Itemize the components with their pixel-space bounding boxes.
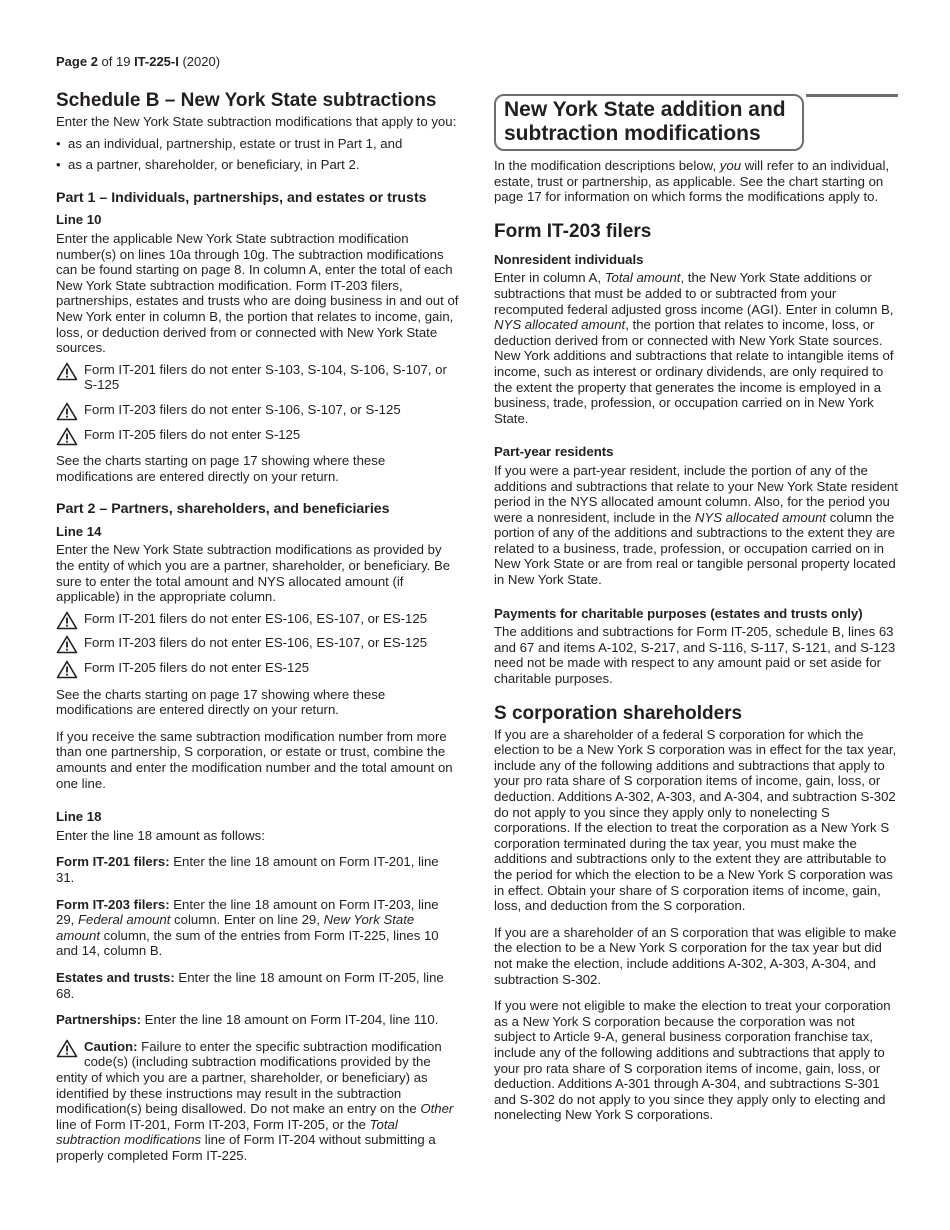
warning-icon [56, 362, 78, 385]
text-run: Enter the line 18 amount on Form IT-203, line 29, [56, 896, 439, 928]
nonresident-text [494, 270, 898, 426]
warning-text: Form IT-201 filers do not enter S-103, S-104, S-106, S-107, or S-125 [84, 361, 447, 393]
italic-run: New York State amount [56, 912, 415, 943]
charitable-title: Payments for charitable purposes (estates and trusts only) [494, 605, 863, 621]
text-run: line of Form IT-201, Form IT-203, Form IT-205, or the [56, 1116, 370, 1132]
warning-note [56, 362, 460, 393]
line14-text: Enter the New York State subtraction modifications as provided by the entity of which you are a partner, shareholder, or beneficiary. Be sure to enter the total amount and NYS allocated amount (if applicable) in the appropriate column. [56, 542, 451, 605]
italic-run: Total subtraction modifications [56, 1116, 398, 1148]
warning-text: Form IT-201 filers do not enter ES-106, ES-107, or ES-125 [84, 610, 428, 626]
list-item: • as a partner, shareholder, or beneficiary, in Part 2. [56, 157, 460, 173]
warning-text: Form IT-205 filers do not enter ES-125 [84, 660, 310, 676]
left-column [56, 90, 460, 1163]
part1-title: Part 1 – Individuals, partnerships, and estates or trusts [56, 189, 427, 206]
page-count: of 19 [97, 54, 135, 69]
it201-text: Enter the line 18 amount on Form IT-201, line 31. [56, 854, 439, 885]
charitable-text: The additions and subtractions for Form IT-205, schedule B, lines 63 and 67 and items A-102, S-217, and S-116, S-117, S-121, and S-123 need not be made with respect to any amount paid or set aside for charitable purposes. [494, 624, 896, 687]
page-number: 2 [90, 54, 98, 69]
warning-note [56, 402, 460, 418]
s-corp-para: If you are a shareholder of an S corporation that was eligible to make the election to be a New York S corporation for the tax year but did not make the election, include additions A-302, A-303, A-304, and subtraction S-302. [494, 924, 897, 987]
warning-icon [56, 635, 78, 658]
warning-note [56, 611, 460, 627]
text-run: will refer to an individual, estate, trust or partnership, as applicable. See the chart starting on page 17 for information on which forms the modifications apply to. [494, 158, 890, 205]
part2-title: Part 2 – Partners, shareholders, and beneficiaries [56, 501, 390, 518]
warning-note [56, 660, 460, 676]
part-year-text [494, 463, 898, 588]
partnerships-label: Partnerships: [56, 1012, 142, 1028]
schedule-b-bullets [56, 136, 460, 173]
estates-text: Enter the line 18 amount on Form IT-205, line 68. [56, 969, 444, 1001]
warning-icon [56, 1039, 78, 1062]
section-box-header [494, 94, 804, 151]
italic-run: NYS allocated amount [694, 509, 827, 525]
italic-run: Federal amount [78, 912, 171, 928]
form-year: (2020) [178, 54, 221, 69]
same-mod-note: If you receive the same subtraction modification number from more than one partnership, S corporation, or estate or trust, combine the amounts and enter the modification number and the total amount on one line. [56, 728, 453, 791]
line10-title: Line 10 [56, 212, 102, 228]
italic-run: Total amount [604, 270, 681, 286]
text-run: , the portion that relates to income, loss, or deduction derived from or connected with New York State sources. New York additions and subtractions that relate to intangible items of income, such as interest or ordinary dividends, are only required to the extent the property that generates the income is employed in a business, trade, profession, or occupation carried on in New York State. [494, 317, 894, 426]
text-run: line of Form IT-204 without submitting a properly completed Form IT-225. [56, 1132, 436, 1163]
line14-title: Line 14 [56, 523, 102, 539]
caution-label: Caution: [84, 1038, 138, 1054]
line18-title: Line 18 [56, 809, 102, 825]
it203-label: Form IT-203 filers: [56, 896, 170, 912]
warning-note [56, 635, 460, 651]
list-item: • as an individual, partnership, estate or trust in Part 1, and [56, 136, 460, 152]
page-header [56, 54, 220, 69]
modifications-intro [494, 158, 898, 205]
right-column [494, 90, 898, 1134]
it203-instruction [56, 897, 460, 959]
italic-run: NYS allocated amount [494, 317, 626, 333]
s-corp-para: If you are a shareholder of a federal S corporation for which the election to be a New York S corporation was in effect for the tax year, include any of the following additions and subtractions that apply to your pro rata share of S corporation items of income, gain, loss, or deduction. Additions A-302, A-303, and A-304, and subtraction S-302 do not apply to you since they apply only to nonelecting S corporations. If the election to treat the corporation as a New York S corporation terminated during the tax year, you must make the additions and subtractions only to the extent they are attributable to the period for which the election to be a New York S corporation was in effect. Obtain your share of S corporation items of income, gain, loss, and deduction from the S corporation. [494, 726, 897, 914]
caution-note [56, 1039, 460, 1164]
warning-text: Form IT-205 filers do not enter S-125 [84, 426, 301, 442]
s-corp-title: S corporation shareholders [494, 702, 743, 724]
s-corp-para: If you were not eligible to make the election to treat your corporation as a New York S corporation because the corporation was not subject to Article 9-A, general business corporation franchise tax, include any of the following additions and subtractions that apply to your pro rata share of S corporation items of income, gain, loss, or deduction. Additions A-301 through A-304, and subtractions S-301 and S-302 do not apply to you since they apply only to electing and nonelecting New York S corporations. [494, 998, 891, 1123]
it201-label: Form IT-201 filers: [56, 854, 170, 870]
warning-icon [56, 427, 78, 450]
warning-note [56, 427, 460, 443]
schedule-b-title: Schedule B – New York State subtractions [56, 90, 437, 111]
text-run: If you were a part-year resident, include the portion of any of the additions and subtractions that relate to your New York State resident period in the NYS allocated amount column. Also, for the period you were a nonresident, include in the [494, 462, 898, 525]
warning-icon [56, 402, 78, 425]
section-title: New York State addition and subtraction modifications [504, 98, 786, 145]
estates-instruction [56, 970, 460, 1001]
italic-run: you [719, 158, 742, 173]
text-run: In the modification descriptions below, [494, 158, 720, 173]
form-number: IT-225-I [134, 54, 179, 69]
estates-label: Estates and trusts: [56, 969, 175, 985]
text-run: , the New York State additions or subtractions that must be added to or subtracted from your recomputed federal adjusted gross income (AGI). Enter in column B, [494, 270, 894, 317]
partnerships-instruction [56, 1012, 460, 1028]
warning-icon [56, 660, 78, 683]
italic-run: Other [420, 1101, 454, 1117]
warning-text: Form IT-203 filers do not enter S-106, S-107, or S-125 [84, 401, 401, 417]
partnerships-text: Enter the line 18 amount on Form IT-204, line 110. [141, 1012, 439, 1028]
text-run: Enter in column A, [494, 270, 605, 286]
line18-intro: Enter the line 18 amount as follows: [56, 827, 265, 843]
charts-note: See the charts starting on page 17 showing where these modifications are entered directly on your return. [56, 453, 386, 484]
page-label: Page [56, 54, 91, 69]
nonresident-title: Nonresident individuals [494, 251, 644, 267]
warning-text: Form IT-203 filers do not enter ES-106, ES-107, or ES-125 [84, 635, 428, 651]
text-run: column. Enter on line 29, [170, 912, 324, 928]
charts-note: See the charts starting on page 17 showing where these modifications are entered directly on your return. [56, 686, 386, 718]
text-run: Failure to enter the specific subtraction modification code(s) (including subtraction modifications provided by the entity of which you are a partner, shareholder, or beneficiary) as identified by these instructions may result in the subtraction modification(s) being disallowed. Do not make an entry on the [56, 1038, 442, 1117]
it203-filers-title: Form IT-203 filers [494, 220, 652, 242]
text-run: column the portion of any of the additions and subtractions to the extent they are related to a business, trade, profession, or occupation carried on in New York State or are from real or tangible personal property located in New York State. [494, 509, 896, 588]
warning-icon [56, 611, 78, 634]
text-run: column, the sum of the entries from Form IT-225, lines 10 and 14, column B. [56, 927, 439, 959]
part-year-title: Part-year residents [494, 444, 614, 460]
it201-instruction [56, 854, 460, 885]
schedule-b-intro: Enter the New York State subtraction modifications that apply to you: [56, 114, 457, 129]
line10-text: Enter the applicable New York State subtraction modification number(s) on lines 10a through 10g. The subtraction modifications can be found starting on page 8. In column A, enter the total of each New York State subtraction modification. Form IT-203 filers, partnerships, estates and trusts who are doing business in and out of New York enter in column B, the portion that relates to income, gain, loss, or deduction derived from or connected with New York State sources. [56, 230, 459, 356]
